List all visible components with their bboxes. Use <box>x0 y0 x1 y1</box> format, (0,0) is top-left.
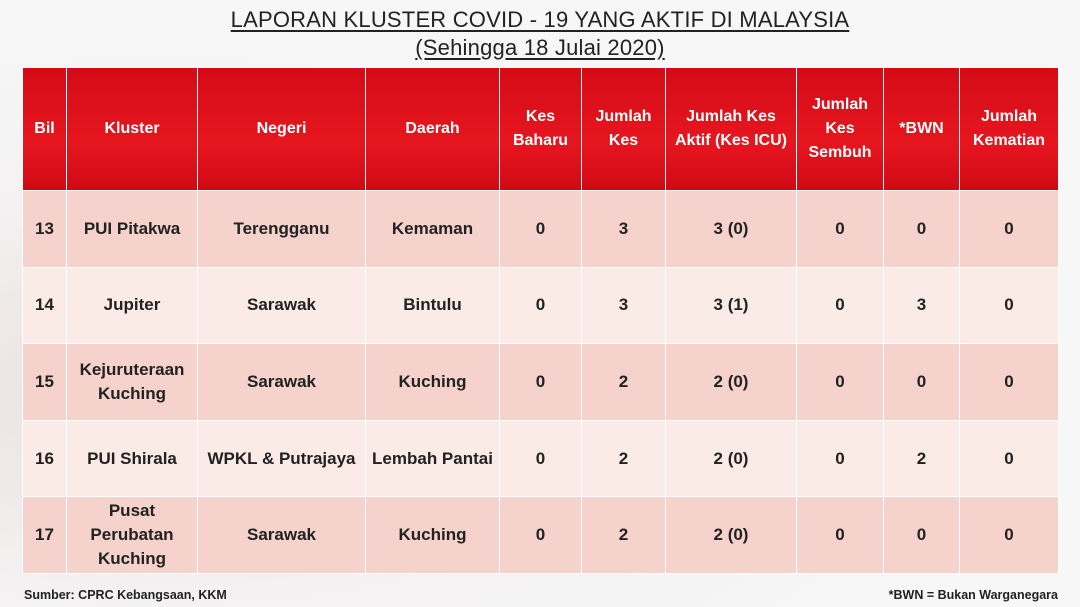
cell-daerah: Lembah Pantai <box>366 420 500 497</box>
cell-kluster: Jupiter <box>67 267 198 344</box>
table-row <box>23 344 1059 421</box>
cell-bil: 14 <box>23 267 67 344</box>
cell-bwn: 2 <box>884 420 960 497</box>
cell-jumlah-kes-aktif: 2 (0) <box>666 344 797 421</box>
cell-bwn: 0 <box>884 344 960 421</box>
cell-kluster: PUI Pitakwa <box>67 191 198 268</box>
col-header-jumlah-kematian: Jumlah Kematian <box>960 68 1059 191</box>
cell-jumlah-kes: 2 <box>582 420 666 497</box>
col-header-bil: Bil <box>23 68 67 191</box>
col-header-jumlah-kes-sembuh: Jumlah Kes Sembuh <box>797 68 884 191</box>
cell-jumlah-kes-sembuh: 0 <box>797 267 884 344</box>
cell-negeri: WPKL & Putrajaya <box>198 420 366 497</box>
cell-jumlah-kes-aktif: 3 (1) <box>666 267 797 344</box>
cell-bil: 13 <box>23 191 67 268</box>
cell-jumlah-kes-sembuh: 0 <box>797 420 884 497</box>
col-header-kluster: Kluster <box>67 68 198 191</box>
cell-jumlah-kes: 2 <box>582 344 666 421</box>
cell-negeri: Sarawak <box>198 267 366 344</box>
cell-jumlah-kes-sembuh: 0 <box>797 191 884 268</box>
source-note: Sumber: CPRC Kebangsaan, KKM <box>24 588 227 602</box>
cell-jumlah-kematian: 0 <box>960 191 1059 268</box>
cell-kluster: Kejuruteraan Kuching <box>67 344 198 421</box>
cell-jumlah-kes-sembuh: 0 <box>797 497 884 574</box>
cell-bil: 15 <box>23 344 67 421</box>
cell-jumlah-kematian: 0 <box>960 420 1059 497</box>
col-header-kes-baharu: Kes Baharu <box>500 68 582 191</box>
cell-negeri: Sarawak <box>198 344 366 421</box>
cell-jumlah-kes-aktif: 2 (0) <box>666 420 797 497</box>
cell-bwn: 0 <box>884 191 960 268</box>
cell-jumlah-kes: 2 <box>582 497 666 574</box>
cell-negeri: Terengganu <box>198 191 366 268</box>
cell-bil: 17 <box>23 497 67 574</box>
table-row <box>23 191 1059 268</box>
cell-jumlah-kes-aktif: 3 (0) <box>666 191 797 268</box>
report-date: (Sehingga 18 Julai 2020) <box>415 35 665 60</box>
cell-kes-baharu: 0 <box>500 267 582 344</box>
cluster-table <box>22 67 1059 574</box>
cell-jumlah-kematian: 0 <box>960 344 1059 421</box>
cell-daerah: Kuching <box>366 344 500 421</box>
report-title: LAPORAN KLUSTER COVID - 19 YANG AKTIF DI MALAYSIA <box>230 7 850 32</box>
cell-jumlah-kes-sembuh: 0 <box>797 344 884 421</box>
cell-daerah: Kemaman <box>366 191 500 268</box>
cell-kes-baharu: 0 <box>500 344 582 421</box>
bwn-legend-note: *BWN = Bukan Warganegara <box>888 588 1058 602</box>
cell-bwn: 3 <box>884 267 960 344</box>
cell-bwn: 0 <box>884 497 960 574</box>
cell-kluster: PUI Shirala <box>67 420 198 497</box>
cell-jumlah-kes: 3 <box>582 267 666 344</box>
col-header-daerah: Daerah <box>366 68 500 191</box>
cell-jumlah-kematian: 0 <box>960 267 1059 344</box>
table-row <box>23 497 1059 574</box>
cell-kes-baharu: 0 <box>500 497 582 574</box>
col-header-jumlah-kes-aktif: Jumlah Kes Aktif (Kes ICU) <box>666 68 797 191</box>
cell-daerah: Bintulu <box>366 267 500 344</box>
cell-kluster: Pusat Perubatan Kuching <box>67 497 198 574</box>
cell-negeri: Sarawak <box>198 497 366 574</box>
cell-bil: 16 <box>23 420 67 497</box>
cell-kes-baharu: 0 <box>500 191 582 268</box>
col-header-jumlah-kes: Jumlah Kes <box>582 68 666 191</box>
col-header-bwn: *BWN <box>884 68 960 191</box>
cell-daerah: Kuching <box>366 497 500 574</box>
cell-jumlah-kematian: 0 <box>960 497 1059 574</box>
table-header-row <box>23 68 1059 191</box>
cell-jumlah-kes: 3 <box>582 191 666 268</box>
cell-jumlah-kes-aktif: 2 (0) <box>666 497 797 574</box>
cell-kes-baharu: 0 <box>500 420 582 497</box>
table-row <box>23 420 1059 497</box>
col-header-negeri: Negeri <box>198 68 366 191</box>
report-title-block <box>0 6 1080 62</box>
table-row <box>23 267 1059 344</box>
